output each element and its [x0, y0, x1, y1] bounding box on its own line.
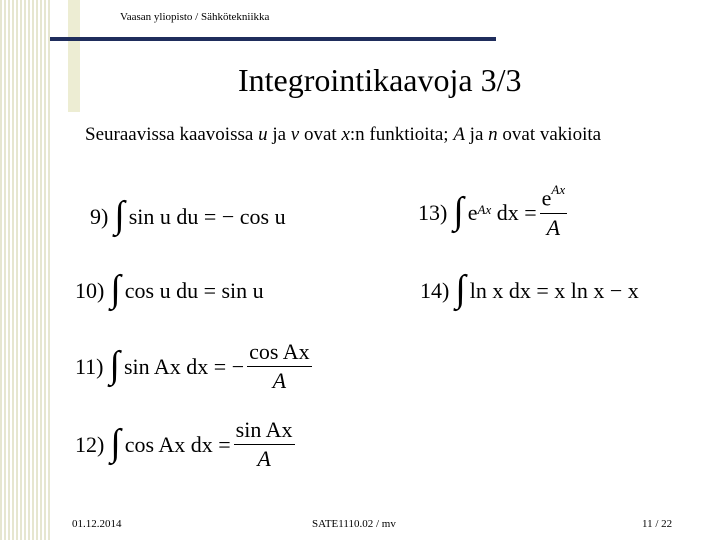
formula-number: 10) [75, 278, 105, 303]
formula-14 [420, 268, 639, 310]
formula-lhs-tail: dx = [491, 199, 537, 225]
formula-lhs: sin Ax dx = − [123, 353, 245, 379]
formula-12 [75, 418, 298, 471]
formula-9 [90, 194, 286, 236]
intro-var-v: v [290, 124, 300, 145]
fraction [540, 182, 567, 240]
formula-lhs: cos Ax dx = [124, 431, 231, 457]
integral-sign-icon: ∫ [455, 268, 466, 310]
formula-number: 13) [418, 199, 448, 225]
numerator-base: e [541, 185, 552, 211]
integral-sign-icon: ∫ [110, 421, 121, 464]
fraction-denominator: A [546, 214, 561, 240]
intro-var-a: A [453, 124, 465, 145]
intro-part: ovat [299, 124, 342, 145]
fraction-denominator: A [272, 368, 287, 394]
formula-number: 14) [420, 278, 450, 303]
header-rule [50, 37, 496, 41]
intro-var-x: x [341, 124, 350, 145]
numerator-exponent: Ax [551, 182, 566, 197]
decorative-block [68, 0, 80, 112]
fraction-numerator: cos Ax [247, 340, 312, 367]
footer-date: 01.12.2014 [72, 518, 122, 530]
formula-number: 11) [75, 353, 104, 379]
intro-var-u: u [258, 124, 268, 145]
intro-part: Seuraavissa kaavoissa [85, 124, 259, 145]
fraction [234, 418, 295, 471]
page-title: Integrointikaavoja 3/3 [238, 62, 522, 98]
formula-13 [418, 182, 570, 240]
formula-10 [75, 268, 264, 310]
intro-part: ja [267, 124, 291, 145]
intro-var-n: n [488, 124, 498, 145]
header-institution: Vaasan yliopisto / Sähkötekniikka [120, 11, 270, 23]
formula-11 [75, 340, 315, 393]
integral-sign-icon: ∫ [453, 189, 464, 232]
fraction-denominator: A [257, 446, 271, 472]
formula-number: 9) [90, 204, 109, 229]
formula-number: 12) [75, 431, 105, 457]
formula-exponent: Ax [477, 201, 492, 217]
formula-body: sin u du = − cos u [128, 204, 286, 229]
formula-body: ln x dx = x ln x − x [469, 278, 639, 303]
integral-sign-icon: ∫ [109, 343, 120, 386]
integral-sign-icon: ∫ [110, 268, 121, 310]
integral-sign-icon: ∫ [114, 194, 125, 236]
intro-part: ja [464, 124, 489, 145]
formula-body: cos u du = sin u [124, 278, 264, 303]
fraction-numerator: sin Ax [234, 418, 295, 445]
intro-text [85, 122, 685, 147]
intro-part: ovat vakioita [497, 124, 602, 145]
intro-part: :n funktioita; [349, 124, 454, 145]
footer-course: SATE1110.02 / mv [312, 518, 396, 530]
footer-page-number: 11 / 22 [642, 518, 673, 530]
decorative-stripes [0, 0, 50, 540]
fraction [247, 340, 312, 393]
formula-base: e [467, 199, 478, 225]
fraction-numerator [540, 182, 567, 214]
